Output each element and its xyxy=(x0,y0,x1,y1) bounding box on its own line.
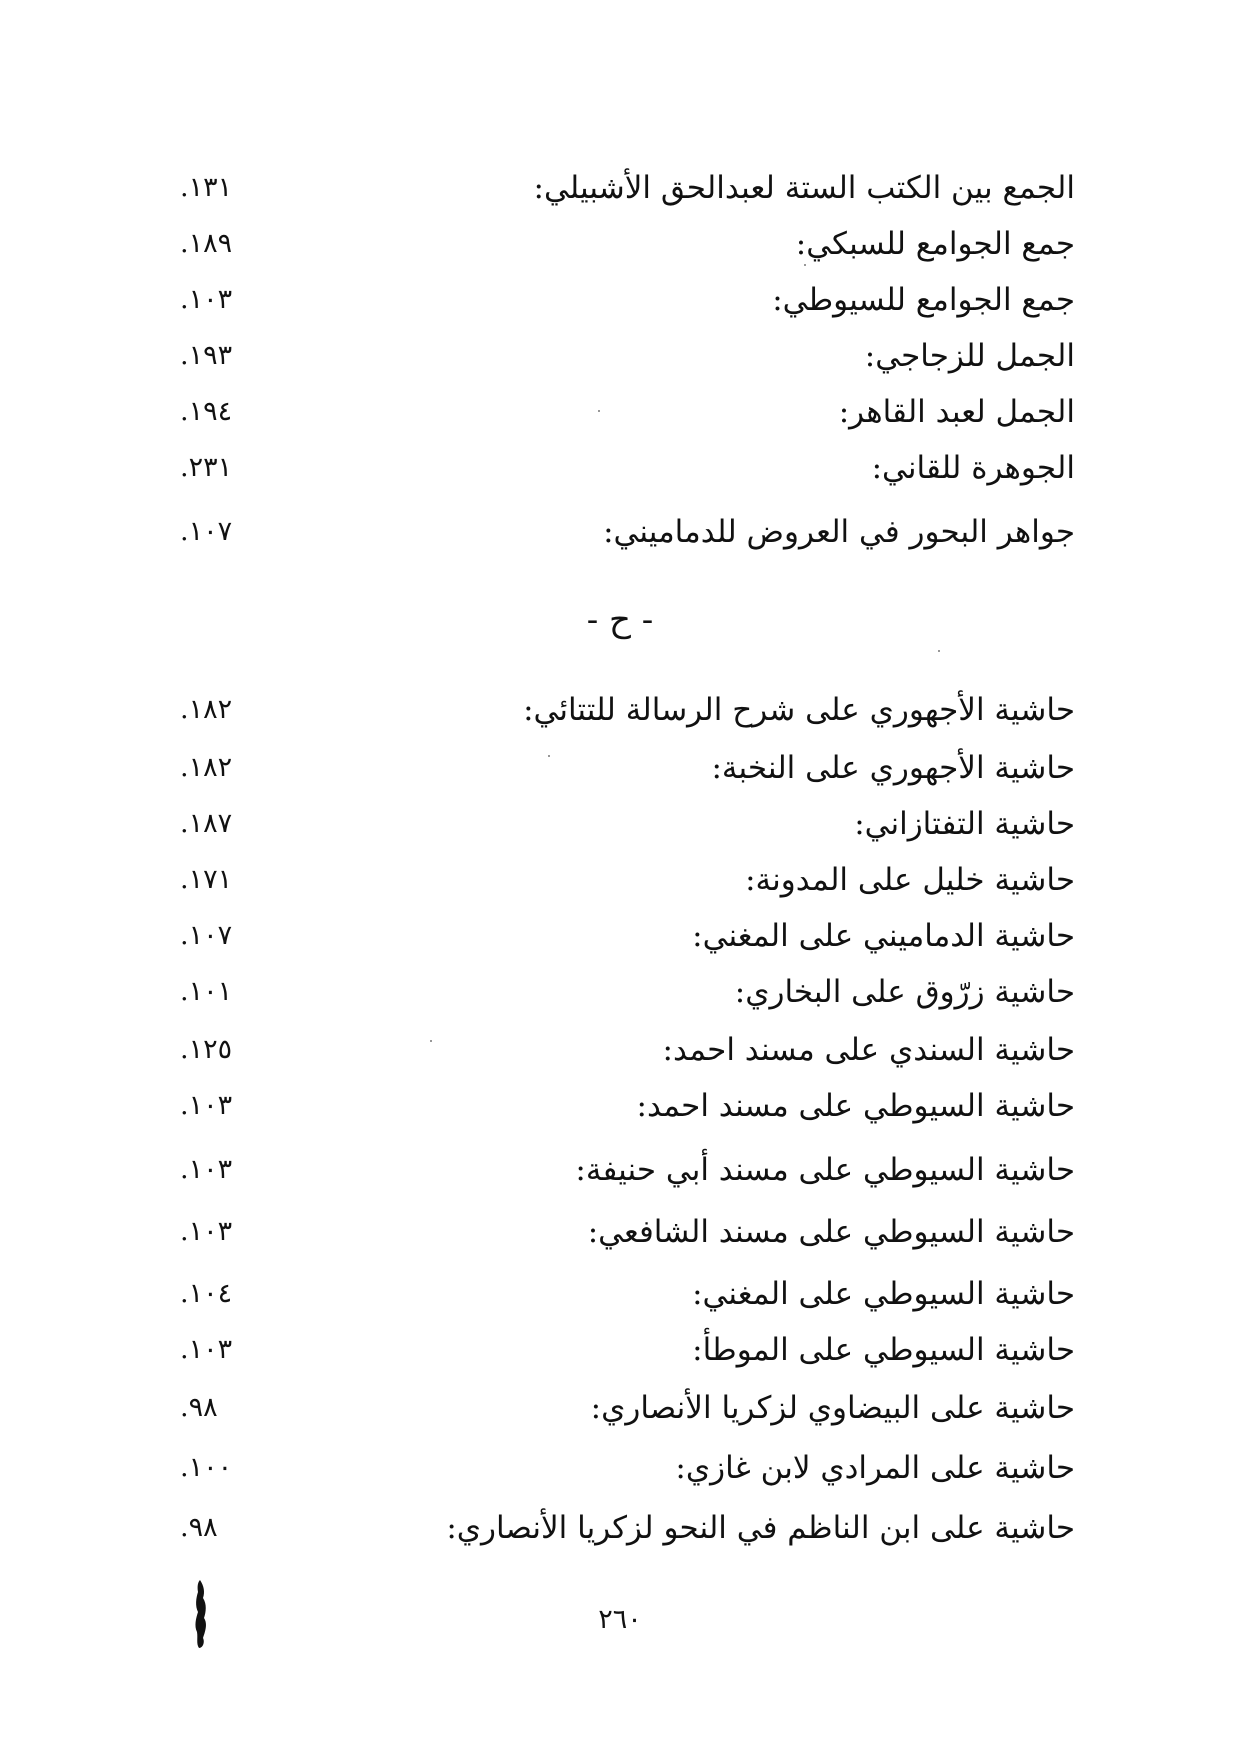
entry-page-ref: ٢٣١. xyxy=(180,452,233,483)
index-entry xyxy=(150,440,1075,496)
page-number: ٢٦٠ xyxy=(598,1604,642,1635)
paper-speck xyxy=(430,1040,432,1042)
index-entry xyxy=(150,1380,1075,1436)
entry-page-ref: ١٣١. xyxy=(180,172,233,203)
index-entry xyxy=(150,908,1075,964)
index-entry xyxy=(150,1266,1075,1322)
entry-page-ref: ١٨٩. xyxy=(180,228,233,259)
entry-title: جمع الجوامع للسبكي: xyxy=(795,226,1075,262)
index-entry xyxy=(150,1440,1075,1496)
entry-title: حاشية السيوطي على الموطأ: xyxy=(692,1332,1075,1368)
entry-page-ref: ١٠٠. xyxy=(180,1452,233,1483)
entry-title: حاشية خليل على المدونة: xyxy=(745,862,1075,898)
index-entry xyxy=(150,964,1075,1020)
entry-page-ref: ١٩٤. xyxy=(180,396,233,427)
entry-title: حاشية على ابن الناظم في النحو لزكريا الأنصاري: xyxy=(446,1510,1075,1546)
index-entry xyxy=(150,1142,1075,1198)
entry-title: الجمل لعبد القاهر: xyxy=(838,394,1075,430)
entry-page-ref: ١٠٧. xyxy=(180,516,233,547)
section-heading: - ح - xyxy=(586,600,654,640)
index-entry xyxy=(150,1322,1075,1378)
entry-page-ref: ١٠٣. xyxy=(180,1334,233,1365)
entry-page-ref: ١٠٤. xyxy=(180,1278,233,1309)
index-entry xyxy=(150,272,1075,328)
entry-title: الجمل للزجاجي: xyxy=(864,338,1075,374)
entry-title: حاشية السيوطي على مسند أبي حنيفة: xyxy=(575,1152,1075,1188)
entry-title: الجوهرة للقاني: xyxy=(871,450,1075,486)
entry-page-ref: ١٢٥. xyxy=(180,1034,233,1065)
entry-page-ref: ١٨٢. xyxy=(180,752,233,783)
index-entry xyxy=(150,682,1075,738)
index-entry xyxy=(150,504,1075,560)
entry-page-ref: ٩٨. xyxy=(180,1392,218,1423)
entry-title: حاشية السيوطي على مسند الشافعي: xyxy=(587,1214,1075,1250)
entry-title: حاشية على البيضاوي لزكريا الأنصاري: xyxy=(590,1390,1075,1426)
entry-title: حاشية زرّوق على البخاري: xyxy=(734,974,1075,1010)
index-entry xyxy=(150,160,1075,216)
entry-title: جمع الجوامع للسيوطي: xyxy=(772,282,1075,318)
entry-page-ref: ١٠٣. xyxy=(180,1154,233,1185)
entry-title: حاشية الأجهوري على النخبة: xyxy=(711,750,1075,786)
entry-page-ref: ٩٨. xyxy=(180,1512,218,1543)
entry-title: حاشية الأجهوري على شرح الرسالة للتتائي: xyxy=(523,692,1075,728)
paper-speck xyxy=(804,264,806,266)
index-entry xyxy=(150,328,1075,384)
entry-title: حاشية السيوطي على المغني: xyxy=(692,1276,1075,1312)
index-entry xyxy=(150,216,1075,272)
index-entry xyxy=(150,1204,1075,1260)
entry-page-ref: ١٩٣. xyxy=(180,340,233,371)
index-entry xyxy=(150,796,1075,852)
entry-title: جواهر البحور في العروض للدماميني: xyxy=(603,514,1075,550)
entry-page-ref: ١٨٧. xyxy=(180,808,233,839)
index-entry xyxy=(150,740,1075,796)
entry-title: حاشية السندي على مسند احمد: xyxy=(662,1032,1075,1068)
entry-title: حاشية على المرادي لابن غازي: xyxy=(675,1450,1075,1486)
entry-page-ref: ١٧١. xyxy=(180,864,233,895)
entry-page-ref: ١٠١. xyxy=(180,976,233,1007)
entry-title: حاشية الدماميني على المغني: xyxy=(692,918,1075,954)
entry-page-ref: ١٠٣. xyxy=(180,1090,233,1121)
entry-page-ref: ١٠٣. xyxy=(180,284,233,315)
paper-speck xyxy=(548,755,550,757)
entry-page-ref: ١٠٧. xyxy=(180,920,233,951)
entry-title: حاشية السيوطي على مسند احمد: xyxy=(636,1088,1075,1124)
index-entry xyxy=(150,1022,1075,1078)
entry-page-ref: ١٨٢. xyxy=(180,694,233,725)
index-entry xyxy=(150,384,1075,440)
paper-speck xyxy=(938,650,940,652)
paper-speck xyxy=(598,410,600,412)
entry-page-ref: ١٠٣. xyxy=(180,1216,233,1247)
index-entry xyxy=(150,1078,1075,1134)
index-entry xyxy=(150,852,1075,908)
index-entry xyxy=(150,1500,1075,1556)
entry-title: حاشية التفتازاني: xyxy=(854,806,1075,842)
entry-title: الجمع بين الكتب الستة لعبدالحق الأشبيلي: xyxy=(533,170,1075,206)
